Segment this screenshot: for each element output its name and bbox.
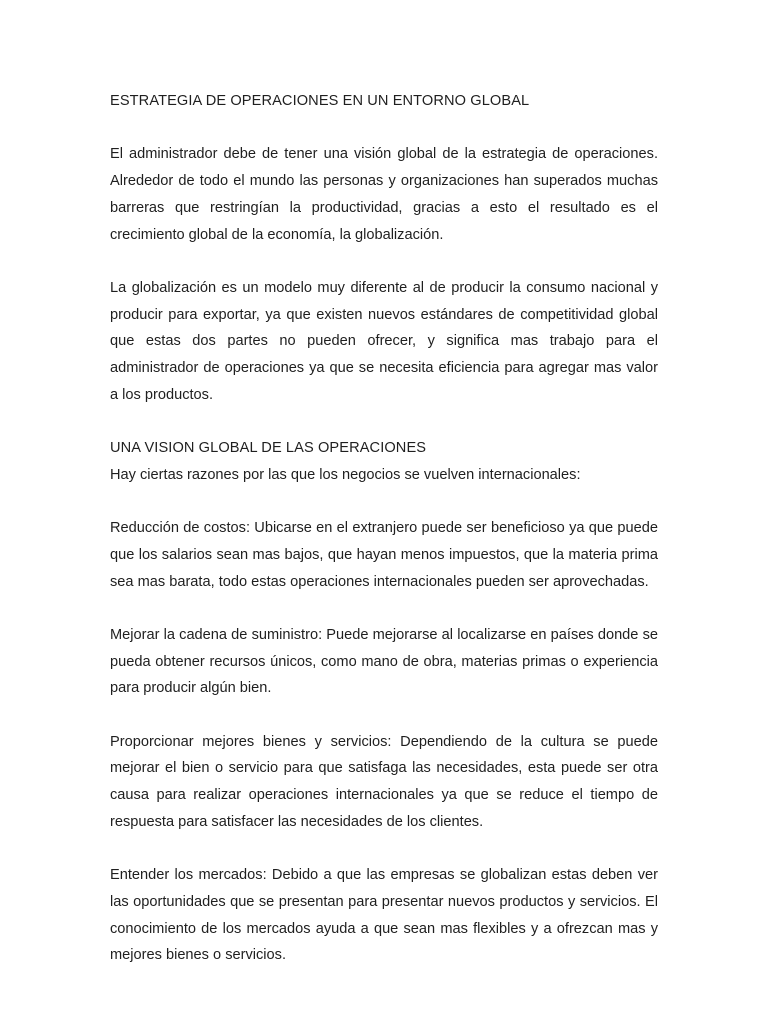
document-title: ESTRATEGIA DE OPERACIONES EN UN ENTORNO GLOBAL: [110, 93, 530, 109]
spacer: [110, 489, 658, 516]
reason-paragraph-supply-chain: Mejorar la cadena de suministro: Puede mejorarse al localizarse en países donde se pueda obtener recursos únicos, como mano de obra, materias primas o experiencia para producir algún bien.: [110, 626, 658, 697]
spacer: [110, 408, 658, 435]
section-heading: UNA VISION GLOBAL DE LAS OPERACIONES: [110, 440, 427, 457]
spacer: [110, 115, 658, 142]
reason-paragraph-goods-services: Proporcionar mejores bienes y servicios: Dependiendo de la cultura se puede mejorar el bien o servicio para que satisfaga las necesidades, esta puede ser otra causa para realizar operaciones internacionales ya que se reduce el tiempo de respuesta para satisfacer las necesidades de los clientes.: [110, 733, 658, 830]
document-body: [110, 88, 658, 969]
reason-paragraph-markets: Entender los mercados: Debido a que las empresas se globalizan estas deben ver las oportunidades que se presentan para presentar nuevos productos y servicios. El conocimiento de los mercados ayuda a que sean mas flexibles y a ofrezcan mas y mejores bienes o servicios.: [110, 867, 658, 964]
spacer: [110, 702, 658, 729]
spacer: [110, 595, 658, 622]
spacer: [110, 836, 658, 863]
intro-paragraph-1: El administrador debe de tener una visión global de la estrategia de operaciones. Alrededor de todo el mundo las personas y organizaciones han superados muchas barreras que restringían la productividad, gracias a esto el resultado es el crecimiento global de la economía, la globalización.: [110, 146, 658, 243]
reason-paragraph-costs: Reducción de costos: Ubicarse en el extranjero puede ser beneficioso ya que puede que los salarios sean mas bajos, que hayan menos impuestos, que la materia prima sea mas barata, todo estas operaciones internacionales pueden ser aprovechadas.: [110, 520, 658, 590]
intro-paragraph-2: La globalización es un modelo muy diferente al de producir la consumo nacional y producir para exportar, ya que existen nuevos estándares de competitividad global que estas dos partes no pueden ofrecer, y significa mas trabajo para el administrador de operaciones ya que se necesita eficiencia para agregar mas valor a los productos.: [110, 279, 658, 403]
spacer: [110, 248, 658, 275]
section-intro: Hay ciertas razones por las que los negocios se vuelven internacionales:: [110, 466, 581, 483]
